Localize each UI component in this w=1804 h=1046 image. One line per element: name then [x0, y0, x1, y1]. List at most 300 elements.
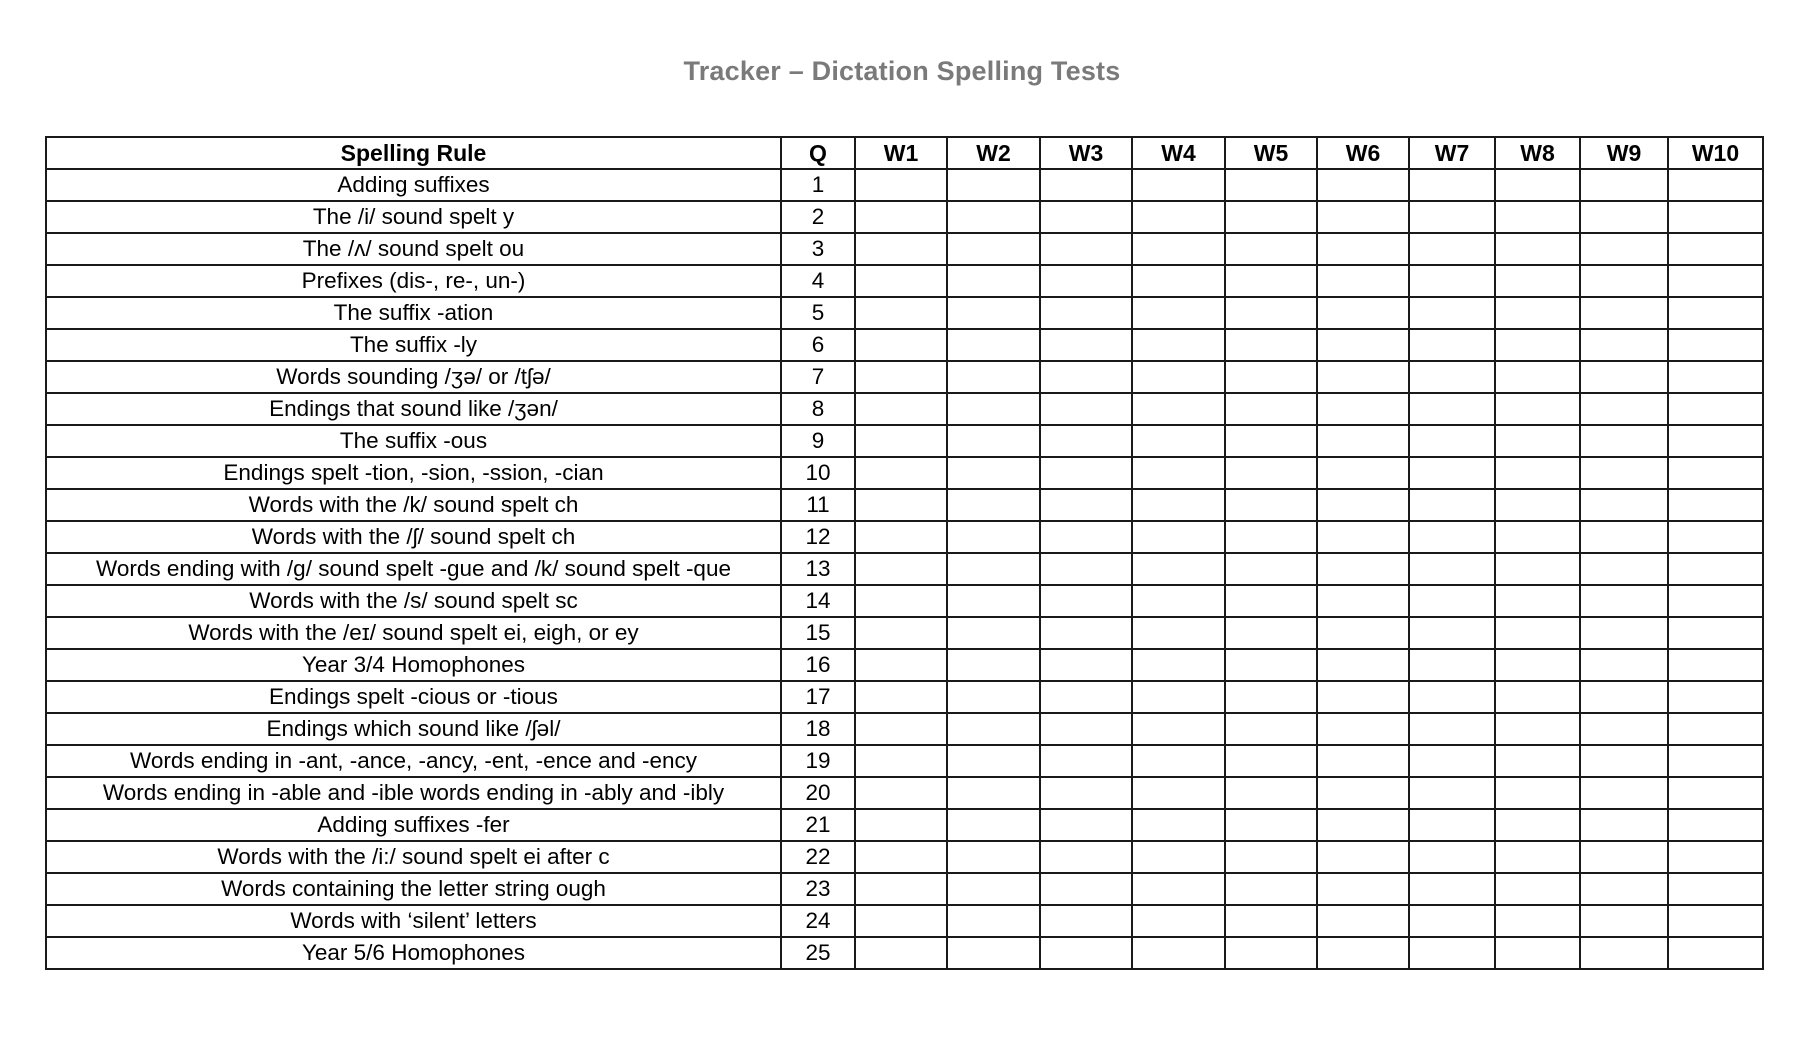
week-2-score-cell[interactable] — [947, 265, 1040, 297]
week-5-score-cell[interactable] — [1225, 521, 1317, 553]
header-week-1: W1 — [855, 137, 947, 169]
week-9-score-cell[interactable] — [1580, 873, 1668, 905]
spelling-rule-cell: Words with the /eɪ/ sound spelt ei, eigh, or ey — [46, 617, 781, 649]
week-5-score-cell[interactable] — [1225, 201, 1317, 233]
week-4-score-cell[interactable] — [1132, 905, 1225, 937]
question-number-cell: 20 — [781, 777, 855, 809]
week-10-score-cell[interactable] — [1668, 937, 1763, 969]
week-4-score-cell[interactable] — [1132, 713, 1225, 745]
table-row — [46, 649, 1763, 681]
week-7-score-cell[interactable] — [1409, 777, 1495, 809]
week-8-score-cell[interactable] — [1495, 681, 1580, 713]
question-number-cell: 10 — [781, 457, 855, 489]
week-5-score-cell[interactable] — [1225, 489, 1317, 521]
week-2-score-cell[interactable] — [947, 169, 1040, 201]
table-body — [46, 169, 1763, 969]
week-8-score-cell[interactable] — [1495, 873, 1580, 905]
header-week-7: W7 — [1409, 137, 1495, 169]
week-10-score-cell[interactable] — [1668, 233, 1763, 265]
week-4-score-cell[interactable] — [1132, 873, 1225, 905]
spelling-rule-cell: Adding suffixes — [46, 169, 781, 201]
header-week-2: W2 — [947, 137, 1040, 169]
header-week-3: W3 — [1040, 137, 1132, 169]
question-number-cell: 3 — [781, 233, 855, 265]
week-7-score-cell[interactable] — [1409, 649, 1495, 681]
week-7-score-cell[interactable] — [1409, 905, 1495, 937]
week-1-score-cell[interactable] — [855, 553, 947, 585]
week-6-score-cell[interactable] — [1317, 777, 1409, 809]
week-7-score-cell[interactable] — [1409, 745, 1495, 777]
week-8-score-cell[interactable] — [1495, 649, 1580, 681]
week-10-score-cell[interactable] — [1668, 521, 1763, 553]
week-6-score-cell[interactable] — [1317, 937, 1409, 969]
week-4-score-cell[interactable] — [1132, 169, 1225, 201]
week-7-score-cell[interactable] — [1409, 361, 1495, 393]
week-8-score-cell[interactable] — [1495, 745, 1580, 777]
week-2-score-cell[interactable] — [947, 201, 1040, 233]
week-4-score-cell[interactable] — [1132, 841, 1225, 873]
week-2-score-cell[interactable] — [947, 457, 1040, 489]
week-4-score-cell[interactable] — [1132, 489, 1225, 521]
week-4-score-cell[interactable] — [1132, 745, 1225, 777]
week-6-score-cell[interactable] — [1317, 905, 1409, 937]
week-8-score-cell[interactable] — [1495, 329, 1580, 361]
week-10-score-cell[interactable] — [1668, 713, 1763, 745]
week-6-score-cell[interactable] — [1317, 745, 1409, 777]
table-row — [46, 425, 1763, 457]
week-6-score-cell[interactable] — [1317, 233, 1409, 265]
week-5-score-cell[interactable] — [1225, 873, 1317, 905]
week-1-score-cell[interactable] — [855, 489, 947, 521]
week-7-score-cell[interactable] — [1409, 393, 1495, 425]
week-3-score-cell[interactable] — [1040, 169, 1132, 201]
header-week-6: W6 — [1317, 137, 1409, 169]
week-1-score-cell[interactable] — [855, 297, 947, 329]
table-row — [46, 297, 1763, 329]
week-1-score-cell[interactable] — [855, 745, 947, 777]
week-9-score-cell[interactable] — [1580, 617, 1668, 649]
week-9-score-cell[interactable] — [1580, 841, 1668, 873]
week-8-score-cell[interactable] — [1495, 521, 1580, 553]
week-9-score-cell[interactable] — [1580, 393, 1668, 425]
week-6-score-cell[interactable] — [1317, 265, 1409, 297]
week-3-score-cell[interactable] — [1040, 361, 1132, 393]
week-3-score-cell[interactable] — [1040, 329, 1132, 361]
week-1-score-cell[interactable] — [855, 265, 947, 297]
question-number-cell: 19 — [781, 745, 855, 777]
spelling-rule-cell: Prefixes (dis-, re-, un-) — [46, 265, 781, 297]
week-6-score-cell[interactable] — [1317, 201, 1409, 233]
week-2-score-cell[interactable] — [947, 553, 1040, 585]
week-2-score-cell[interactable] — [947, 585, 1040, 617]
week-9-score-cell[interactable] — [1580, 265, 1668, 297]
week-10-score-cell[interactable] — [1668, 489, 1763, 521]
week-9-score-cell[interactable] — [1580, 297, 1668, 329]
week-7-score-cell[interactable] — [1409, 937, 1495, 969]
week-7-score-cell[interactable] — [1409, 457, 1495, 489]
week-10-score-cell[interactable] — [1668, 809, 1763, 841]
week-5-score-cell[interactable] — [1225, 649, 1317, 681]
week-1-score-cell[interactable] — [855, 329, 947, 361]
week-2-score-cell[interactable] — [947, 713, 1040, 745]
week-1-score-cell[interactable] — [855, 425, 947, 457]
week-8-score-cell[interactable] — [1495, 425, 1580, 457]
week-3-score-cell[interactable] — [1040, 297, 1132, 329]
week-4-score-cell[interactable] — [1132, 777, 1225, 809]
week-10-score-cell[interactable] — [1668, 297, 1763, 329]
week-7-score-cell[interactable] — [1409, 809, 1495, 841]
week-5-score-cell[interactable] — [1225, 265, 1317, 297]
week-2-score-cell[interactable] — [947, 745, 1040, 777]
week-1-score-cell[interactable] — [855, 681, 947, 713]
week-9-score-cell[interactable] — [1580, 233, 1668, 265]
question-number-cell: 8 — [781, 393, 855, 425]
week-10-score-cell[interactable] — [1668, 585, 1763, 617]
week-6-score-cell[interactable] — [1317, 585, 1409, 617]
week-10-score-cell[interactable] — [1668, 841, 1763, 873]
week-6-score-cell[interactable] — [1317, 521, 1409, 553]
week-5-score-cell[interactable] — [1225, 457, 1317, 489]
week-2-score-cell[interactable] — [947, 329, 1040, 361]
week-8-score-cell[interactable] — [1495, 809, 1580, 841]
week-6-score-cell[interactable] — [1317, 297, 1409, 329]
week-3-score-cell[interactable] — [1040, 201, 1132, 233]
week-3-score-cell[interactable] — [1040, 521, 1132, 553]
week-2-score-cell[interactable] — [947, 233, 1040, 265]
table-row — [46, 617, 1763, 649]
week-2-score-cell[interactable] — [947, 521, 1040, 553]
week-3-score-cell[interactable] — [1040, 265, 1132, 297]
week-2-score-cell[interactable] — [947, 809, 1040, 841]
week-3-score-cell[interactable] — [1040, 233, 1132, 265]
week-9-score-cell[interactable] — [1580, 361, 1668, 393]
week-7-score-cell[interactable] — [1409, 489, 1495, 521]
week-2-score-cell[interactable] — [947, 841, 1040, 873]
week-9-score-cell[interactable] — [1580, 745, 1668, 777]
week-7-score-cell[interactable] — [1409, 585, 1495, 617]
table-row — [46, 585, 1763, 617]
week-8-score-cell[interactable] — [1495, 905, 1580, 937]
week-10-score-cell[interactable] — [1668, 457, 1763, 489]
week-6-score-cell[interactable] — [1317, 873, 1409, 905]
week-2-score-cell[interactable] — [947, 425, 1040, 457]
question-number-cell: 14 — [781, 585, 855, 617]
week-3-score-cell[interactable] — [1040, 489, 1132, 521]
week-7-score-cell[interactable] — [1409, 521, 1495, 553]
week-4-score-cell[interactable] — [1132, 617, 1225, 649]
week-1-score-cell[interactable] — [855, 521, 947, 553]
week-9-score-cell[interactable] — [1580, 425, 1668, 457]
week-4-score-cell[interactable] — [1132, 649, 1225, 681]
week-1-score-cell[interactable] — [855, 617, 947, 649]
week-10-score-cell[interactable] — [1668, 425, 1763, 457]
week-4-score-cell[interactable] — [1132, 681, 1225, 713]
question-number-cell: 17 — [781, 681, 855, 713]
week-6-score-cell[interactable] — [1317, 361, 1409, 393]
week-9-score-cell[interactable] — [1580, 905, 1668, 937]
week-9-score-cell[interactable] — [1580, 169, 1668, 201]
week-5-score-cell[interactable] — [1225, 841, 1317, 873]
week-3-score-cell[interactable] — [1040, 937, 1132, 969]
week-3-score-cell[interactable] — [1040, 585, 1132, 617]
week-3-score-cell[interactable] — [1040, 425, 1132, 457]
week-7-score-cell[interactable] — [1409, 265, 1495, 297]
week-6-score-cell[interactable] — [1317, 713, 1409, 745]
week-4-score-cell[interactable] — [1132, 937, 1225, 969]
week-1-score-cell[interactable] — [855, 649, 947, 681]
week-3-score-cell[interactable] — [1040, 617, 1132, 649]
spelling-rule-cell: Words with ‘silent’ letters — [46, 905, 781, 937]
week-10-score-cell[interactable] — [1668, 553, 1763, 585]
week-10-score-cell[interactable] — [1668, 617, 1763, 649]
week-1-score-cell[interactable] — [855, 777, 947, 809]
week-5-score-cell[interactable] — [1225, 297, 1317, 329]
week-9-score-cell[interactable] — [1580, 713, 1668, 745]
week-4-score-cell[interactable] — [1132, 457, 1225, 489]
week-5-score-cell[interactable] — [1225, 585, 1317, 617]
week-4-score-cell[interactable] — [1132, 297, 1225, 329]
week-3-score-cell[interactable] — [1040, 649, 1132, 681]
week-5-score-cell[interactable] — [1225, 617, 1317, 649]
header-q: Q — [781, 137, 855, 169]
week-6-score-cell[interactable] — [1317, 553, 1409, 585]
week-2-score-cell[interactable] — [947, 297, 1040, 329]
week-1-score-cell[interactable] — [855, 393, 947, 425]
week-9-score-cell[interactable] — [1580, 777, 1668, 809]
week-7-score-cell[interactable] — [1409, 681, 1495, 713]
week-10-score-cell[interactable] — [1668, 777, 1763, 809]
week-6-score-cell[interactable] — [1317, 393, 1409, 425]
week-7-score-cell[interactable] — [1409, 169, 1495, 201]
week-8-score-cell[interactable] — [1495, 617, 1580, 649]
week-2-score-cell[interactable] — [947, 361, 1040, 393]
question-number-cell: 9 — [781, 425, 855, 457]
week-3-score-cell[interactable] — [1040, 809, 1132, 841]
week-8-score-cell[interactable] — [1495, 457, 1580, 489]
week-3-score-cell[interactable] — [1040, 713, 1132, 745]
question-number-cell: 1 — [781, 169, 855, 201]
week-7-score-cell[interactable] — [1409, 297, 1495, 329]
spelling-rule-cell: Words with the /s/ sound spelt sc — [46, 585, 781, 617]
week-5-score-cell[interactable] — [1225, 905, 1317, 937]
week-2-score-cell[interactable] — [947, 905, 1040, 937]
week-5-score-cell[interactable] — [1225, 233, 1317, 265]
week-6-score-cell[interactable] — [1317, 681, 1409, 713]
week-5-score-cell[interactable] — [1225, 393, 1317, 425]
header-week-9: W9 — [1580, 137, 1668, 169]
week-8-score-cell[interactable] — [1495, 265, 1580, 297]
week-9-score-cell[interactable] — [1580, 585, 1668, 617]
week-6-score-cell[interactable] — [1317, 489, 1409, 521]
week-1-score-cell[interactable] — [855, 937, 947, 969]
table-row — [46, 937, 1763, 969]
spelling-rule-cell: The /ʌ/ sound spelt ou — [46, 233, 781, 265]
week-10-score-cell[interactable] — [1668, 201, 1763, 233]
week-5-score-cell[interactable] — [1225, 777, 1317, 809]
header-week-10: W10 — [1668, 137, 1763, 169]
week-6-score-cell[interactable] — [1317, 425, 1409, 457]
week-9-score-cell[interactable] — [1580, 553, 1668, 585]
table-row — [46, 841, 1763, 873]
week-7-score-cell[interactable] — [1409, 425, 1495, 457]
week-8-score-cell[interactable] — [1495, 937, 1580, 969]
week-9-score-cell[interactable] — [1580, 937, 1668, 969]
table-row — [46, 521, 1763, 553]
week-4-score-cell[interactable] — [1132, 809, 1225, 841]
week-7-score-cell[interactable] — [1409, 329, 1495, 361]
week-1-score-cell[interactable] — [855, 169, 947, 201]
week-9-score-cell[interactable] — [1580, 457, 1668, 489]
week-7-score-cell[interactable] — [1409, 873, 1495, 905]
spelling-rule-cell: Endings spelt -cious or -tious — [46, 681, 781, 713]
week-4-score-cell[interactable] — [1132, 361, 1225, 393]
week-8-score-cell[interactable] — [1495, 361, 1580, 393]
week-4-score-cell[interactable] — [1132, 201, 1225, 233]
week-1-score-cell[interactable] — [855, 233, 947, 265]
week-4-score-cell[interactable] — [1132, 393, 1225, 425]
week-7-score-cell[interactable] — [1409, 553, 1495, 585]
week-10-score-cell[interactable] — [1668, 681, 1763, 713]
week-10-score-cell[interactable] — [1668, 745, 1763, 777]
spelling-rule-cell: Words sounding /ʒə/ or /tʃə/ — [46, 361, 781, 393]
week-4-score-cell[interactable] — [1132, 585, 1225, 617]
week-2-score-cell[interactable] — [947, 937, 1040, 969]
week-1-score-cell[interactable] — [855, 873, 947, 905]
spelling-rule-cell: Words ending in -able and -ible words ending in -ably and -ibly — [46, 777, 781, 809]
week-2-score-cell[interactable] — [947, 393, 1040, 425]
week-2-score-cell[interactable] — [947, 777, 1040, 809]
week-3-score-cell[interactable] — [1040, 905, 1132, 937]
week-8-score-cell[interactable] — [1495, 201, 1580, 233]
week-1-score-cell[interactable] — [855, 809, 947, 841]
week-3-score-cell[interactable] — [1040, 841, 1132, 873]
spelling-rule-cell: Endings that sound like /ʒən/ — [46, 393, 781, 425]
week-5-score-cell[interactable] — [1225, 681, 1317, 713]
table-row — [46, 873, 1763, 905]
table-row — [46, 553, 1763, 585]
week-10-score-cell[interactable] — [1668, 361, 1763, 393]
week-1-score-cell[interactable] — [855, 585, 947, 617]
week-8-score-cell[interactable] — [1495, 585, 1580, 617]
week-7-score-cell[interactable] — [1409, 201, 1495, 233]
week-2-score-cell[interactable] — [947, 873, 1040, 905]
week-10-score-cell[interactable] — [1668, 393, 1763, 425]
spelling-rule-cell: Endings which sound like /ʃəl/ — [46, 713, 781, 745]
week-6-score-cell[interactable] — [1317, 617, 1409, 649]
week-10-score-cell[interactable] — [1668, 169, 1763, 201]
week-9-score-cell[interactable] — [1580, 489, 1668, 521]
week-3-score-cell[interactable] — [1040, 745, 1132, 777]
week-6-score-cell[interactable] — [1317, 809, 1409, 841]
week-3-score-cell[interactable] — [1040, 457, 1132, 489]
week-9-score-cell[interactable] — [1580, 329, 1668, 361]
week-6-score-cell[interactable] — [1317, 169, 1409, 201]
week-4-score-cell[interactable] — [1132, 233, 1225, 265]
week-3-score-cell[interactable] — [1040, 681, 1132, 713]
week-8-score-cell[interactable] — [1495, 393, 1580, 425]
week-2-score-cell[interactable] — [947, 681, 1040, 713]
week-5-score-cell[interactable] — [1225, 361, 1317, 393]
week-7-score-cell[interactable] — [1409, 233, 1495, 265]
week-8-score-cell[interactable] — [1495, 553, 1580, 585]
week-5-score-cell[interactable] — [1225, 553, 1317, 585]
week-9-score-cell[interactable] — [1580, 521, 1668, 553]
question-number-cell: 5 — [781, 297, 855, 329]
week-2-score-cell[interactable] — [947, 649, 1040, 681]
week-4-score-cell[interactable] — [1132, 329, 1225, 361]
week-8-score-cell[interactable] — [1495, 489, 1580, 521]
week-2-score-cell[interactable] — [947, 489, 1040, 521]
week-9-score-cell[interactable] — [1580, 809, 1668, 841]
table-row — [46, 745, 1763, 777]
week-9-score-cell[interactable] — [1580, 649, 1668, 681]
week-1-score-cell[interactable] — [855, 361, 947, 393]
week-10-score-cell[interactable] — [1668, 265, 1763, 297]
week-6-score-cell[interactable] — [1317, 649, 1409, 681]
week-7-score-cell[interactable] — [1409, 713, 1495, 745]
week-6-score-cell[interactable] — [1317, 841, 1409, 873]
week-10-score-cell[interactable] — [1668, 649, 1763, 681]
week-5-score-cell[interactable] — [1225, 809, 1317, 841]
week-8-score-cell[interactable] — [1495, 713, 1580, 745]
week-3-score-cell[interactable] — [1040, 393, 1132, 425]
week-9-score-cell[interactable] — [1580, 681, 1668, 713]
week-1-score-cell[interactable] — [855, 713, 947, 745]
week-9-score-cell[interactable] — [1580, 201, 1668, 233]
week-8-score-cell[interactable] — [1495, 169, 1580, 201]
spelling-rule-cell: Words ending in -ant, -ance, -ancy, -ent, -ence and -ency — [46, 745, 781, 777]
week-8-score-cell[interactable] — [1495, 297, 1580, 329]
week-3-score-cell[interactable] — [1040, 553, 1132, 585]
week-6-score-cell[interactable] — [1317, 457, 1409, 489]
week-7-score-cell[interactable] — [1409, 617, 1495, 649]
week-4-score-cell[interactable] — [1132, 425, 1225, 457]
week-10-score-cell[interactable] — [1668, 329, 1763, 361]
week-4-score-cell[interactable] — [1132, 521, 1225, 553]
spelling-rule-cell: Words containing the letter string ough — [46, 873, 781, 905]
week-10-score-cell[interactable] — [1668, 873, 1763, 905]
week-5-score-cell[interactable] — [1225, 425, 1317, 457]
week-5-score-cell[interactable] — [1225, 937, 1317, 969]
question-number-cell: 7 — [781, 361, 855, 393]
week-1-score-cell[interactable] — [855, 201, 947, 233]
week-8-score-cell[interactable] — [1495, 233, 1580, 265]
week-3-score-cell[interactable] — [1040, 873, 1132, 905]
week-8-score-cell[interactable] — [1495, 777, 1580, 809]
week-8-score-cell[interactable] — [1495, 841, 1580, 873]
week-7-score-cell[interactable] — [1409, 841, 1495, 873]
week-1-score-cell[interactable] — [855, 841, 947, 873]
question-number-cell: 25 — [781, 937, 855, 969]
week-6-score-cell[interactable] — [1317, 329, 1409, 361]
week-10-score-cell[interactable] — [1668, 905, 1763, 937]
question-number-cell: 12 — [781, 521, 855, 553]
question-number-cell: 18 — [781, 713, 855, 745]
week-4-score-cell[interactable] — [1132, 265, 1225, 297]
week-5-score-cell[interactable] — [1225, 745, 1317, 777]
week-4-score-cell[interactable] — [1132, 553, 1225, 585]
week-3-score-cell[interactable] — [1040, 777, 1132, 809]
spelling-rule-cell: Words ending with /g/ sound spelt -gue and /k/ sound spelt -que — [46, 553, 781, 585]
week-5-score-cell[interactable] — [1225, 169, 1317, 201]
week-5-score-cell[interactable] — [1225, 713, 1317, 745]
table-row — [46, 233, 1763, 265]
week-5-score-cell[interactable] — [1225, 329, 1317, 361]
week-2-score-cell[interactable] — [947, 617, 1040, 649]
week-1-score-cell[interactable] — [855, 905, 947, 937]
header-week-4: W4 — [1132, 137, 1225, 169]
week-1-score-cell[interactable] — [855, 457, 947, 489]
